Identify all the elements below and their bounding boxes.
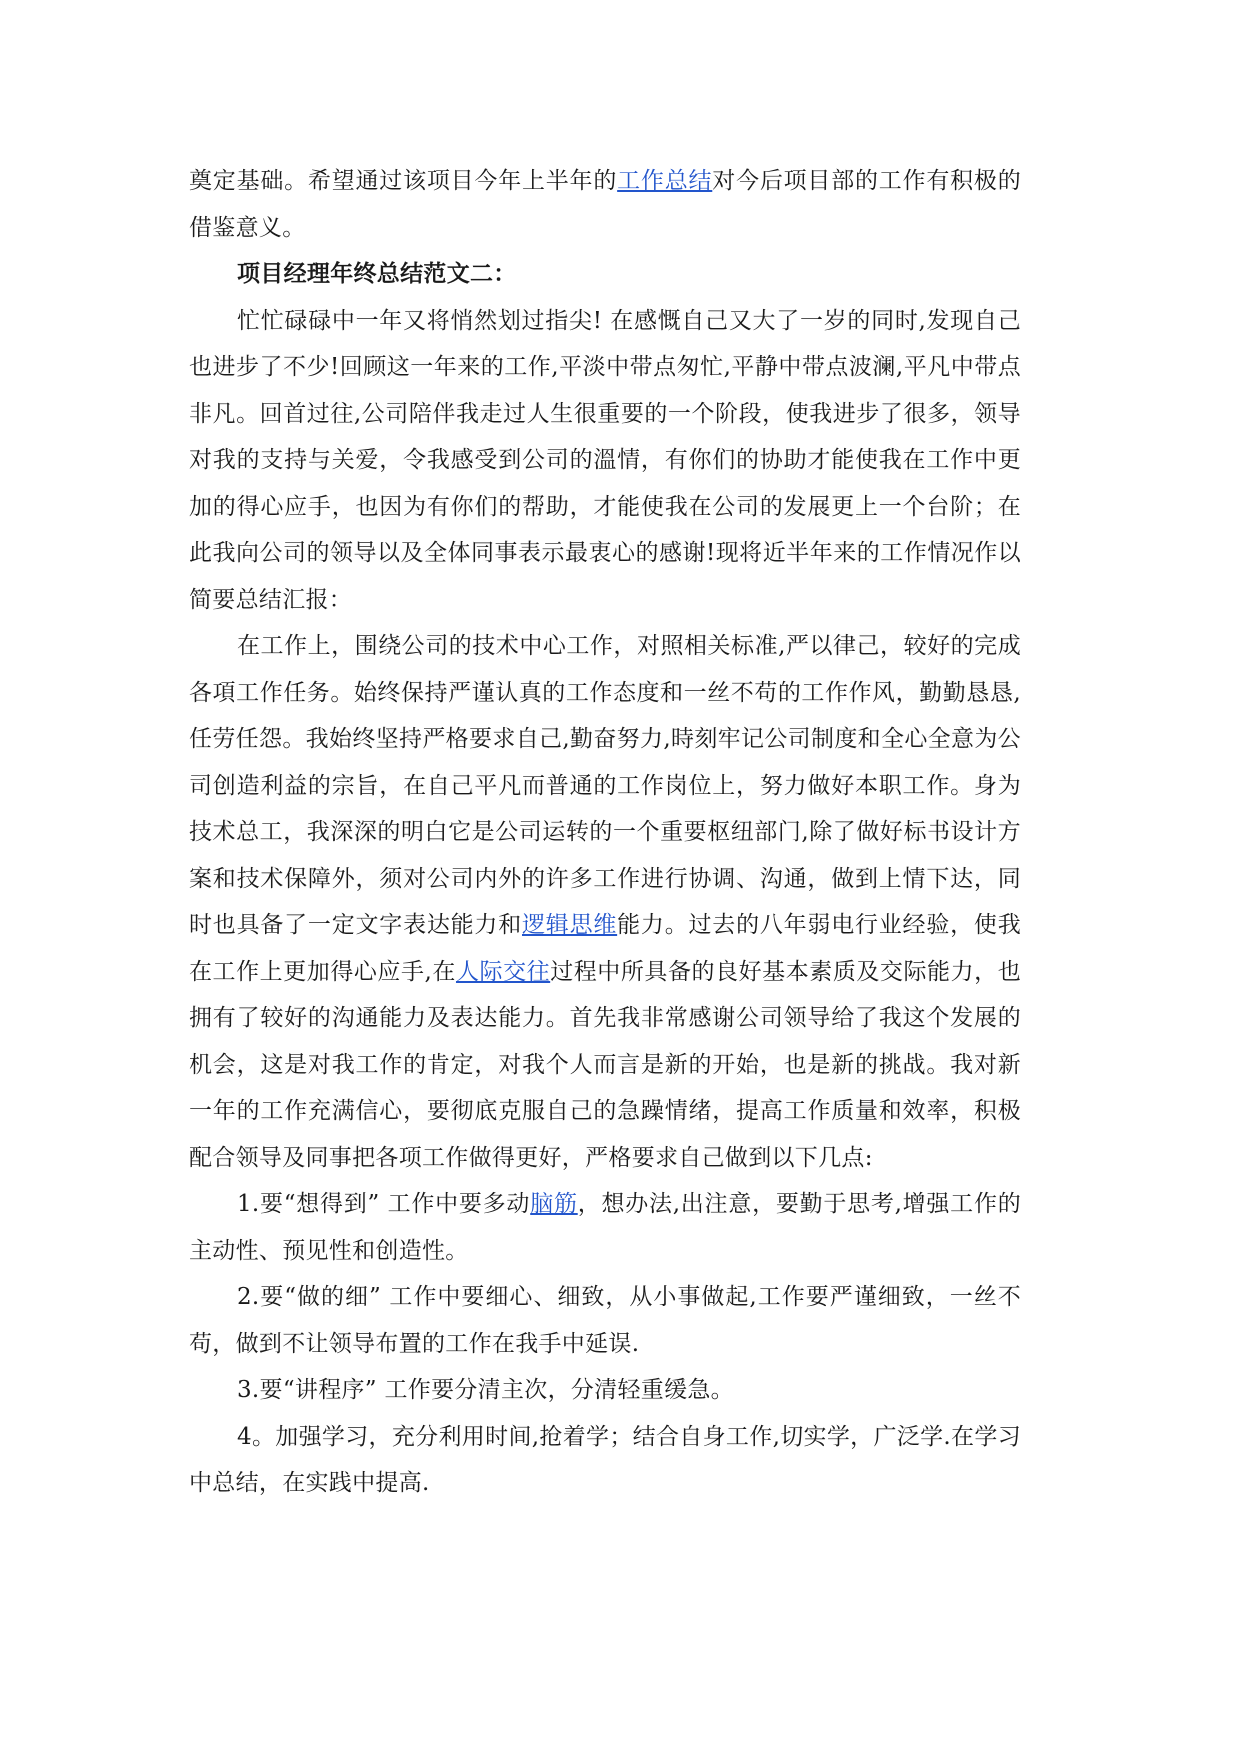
paragraph-text: 能力。过去的八年弱电行业经验，使我在工作上更加得心应手,在 (189, 912, 1021, 985)
list-item-1 (189, 1181, 1021, 1274)
interpersonal-link[interactable]: 人际交往 (455, 958, 551, 985)
list-item-text: 1.要“想得到” 工作中要多动 (237, 1191, 531, 1217)
list-item-3: 3.要“讲程序” 工作要分清主次，分清轻重缓急。 (237, 1377, 734, 1403)
paragraph-text: 过程中所具备的良好基本素质及交际能力，也拥有了较好的沟通能力及表达能力。首先我非常感谢公司领导给了我这个发展的机会，这是对我工作的肯定，对我个人而言是新的开始，也是新的挑战。我对新一年的工作充满信心，要彻底克服自己的急躁情绪，提高工作质量和效率，积极配合领导及同事把各项工作做得更好，严格要求自己做到以下几点: (189, 958, 1022, 1171)
paragraph-work-details (189, 623, 1021, 1181)
document-page (189, 158, 1021, 1507)
work-summary-link[interactable]: 工作总结 (617, 168, 713, 194)
list-item-4: 4。加强学习，充分利用时间,抢着学；结合自身工作,切实学，广泛学.在学习中总结，在实践中提高. (189, 1423, 1021, 1496)
logical-thinking-link[interactable]: 逻辑思维 (522, 912, 618, 938)
paragraph-opening: 忙忙碌碌中一年又将悄然划过指尖! 在感慨自己又大了一岁的同时,发现自己也进步了不少!回顾这一年来的工作,平淡中带点匆忙,平静中带点波澜,平凡中带点非凡。回首过往,公司陪伴我走过人生很重要的一个阶段，使我进步了很多，领导对我的支持与关爱，令我感受到公司的溫情，有你们的协助才能使我在工作中更加的得心应手，也因为有你们的帮助，才能使我在公司的发展更上一个台阶；在此我向公司的领导以及全体同事表示最衷心的感谢!现将近半年来的工作情况作以简要总结汇报： (189, 307, 1021, 613)
paragraph-text: 奠定基础。希望通过该项目今年上半年的 (189, 168, 618, 194)
brain-link[interactable]: 脑筋 (530, 1191, 578, 1217)
section-heading: 项目经理年终总结范文二： (237, 260, 517, 287)
list-item-2: 2.要“做的细” 工作中要细心、细致，从小事做起,工作要严谨细致，一丝不苟，做到不让领导布置的工作在我手中延误. (189, 1284, 1021, 1357)
paragraph-text: 在工作上，围绕公司的技术中心工作，对照相关标准,严以律己，较好的完成各項工作任务。始终保持严谨认真的工作态度和一丝不苟的工作作风，勤勤恳恳,任劳任怨。我始终坚持严格要求自己,勤奋努力,時刻牢记公司制度和全心全意为公司创造利益的宗旨，在自己平凡而普通的工作岗位上，努力做好本职工作。身为技术总工，我深深的明白它是公司运转的一个重要枢纽部门,除了做好标书设计方案和技术保障外，须对公司内外的许多工作进行协调、沟通，做到上情下达，同时也具备了一定文字表达能力和 (189, 633, 1021, 938)
list-item-text: ，想办法,出注意，要勤于思考,增强工作的主动性、预见性和创造性。 (189, 1191, 1021, 1264)
paragraph-intro-conclusion (189, 158, 1021, 251)
paragraph-text: 对今后项目部的工作有积极的借鉴意义。 (189, 168, 1021, 241)
